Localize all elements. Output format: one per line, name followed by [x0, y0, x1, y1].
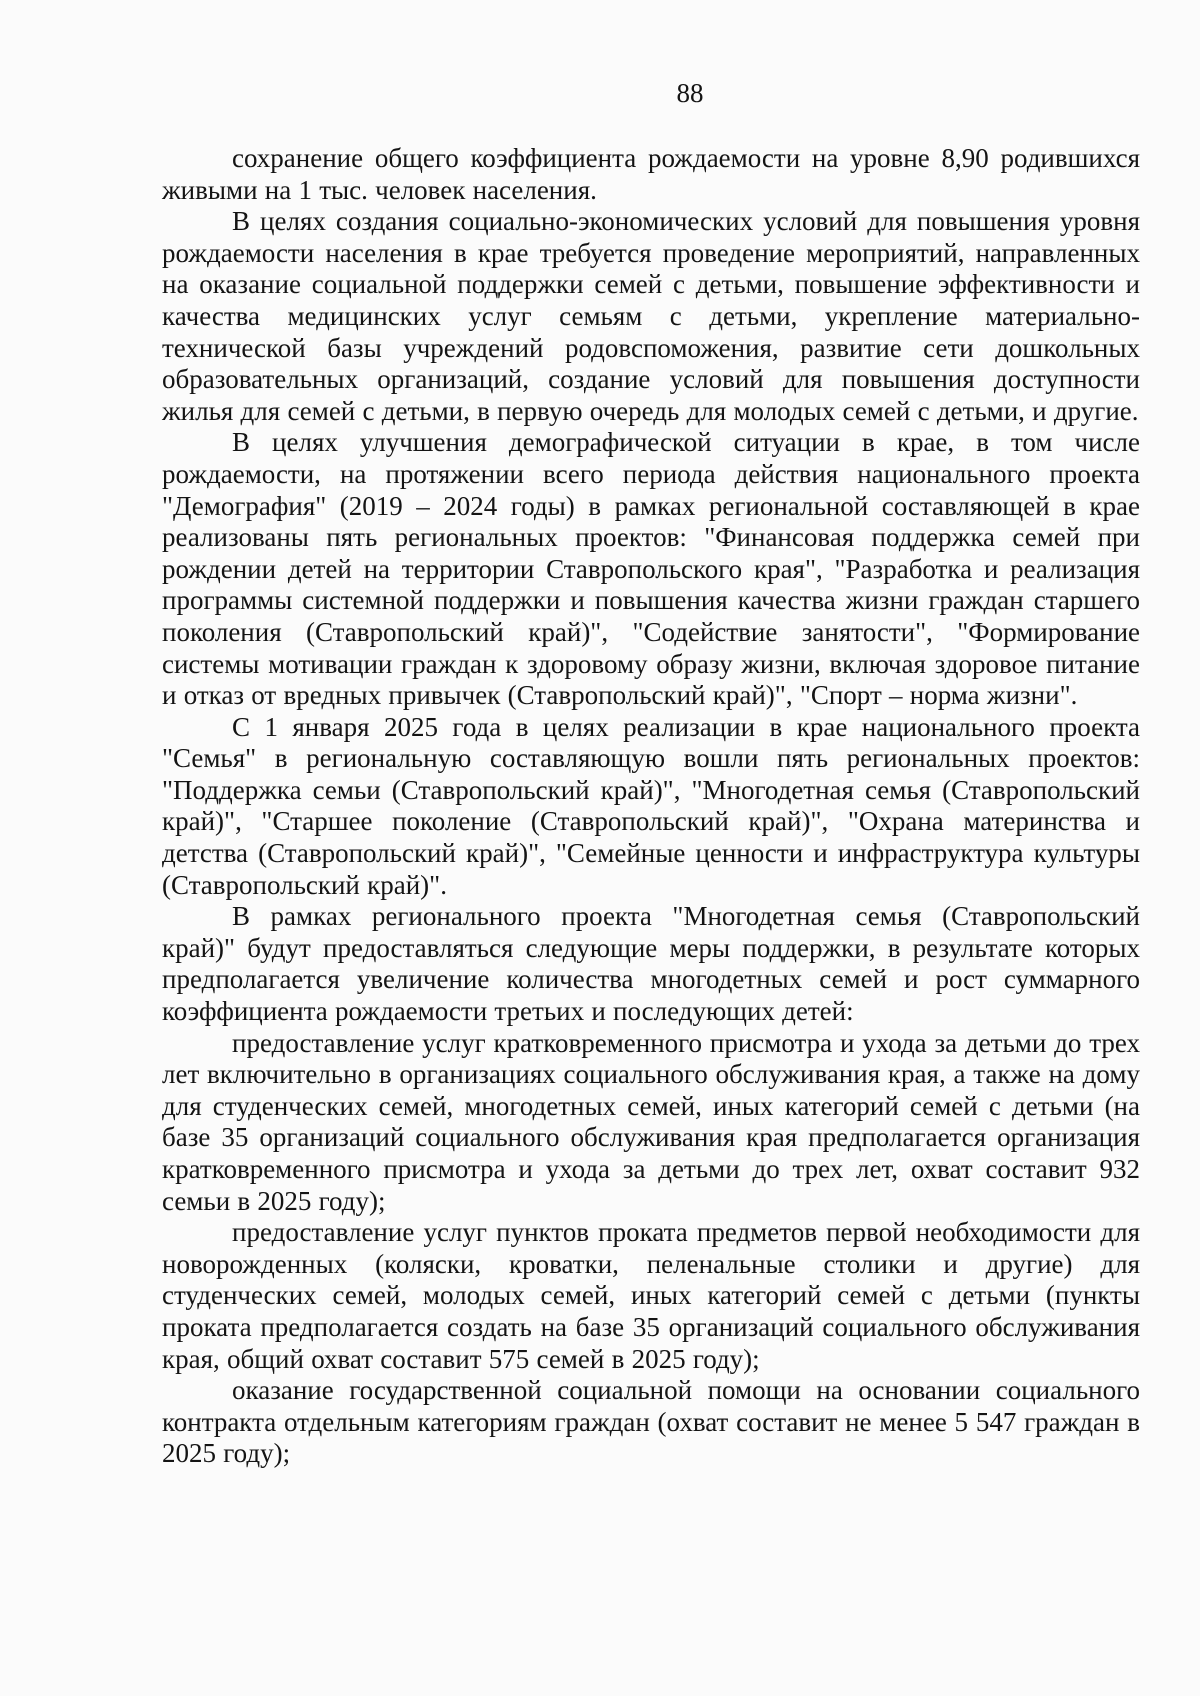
paragraph-birth-rate-target: сохранение общего коэффициента рождаемости на уровне 8,90 родившихся живыми на 1 тыс. человек населения. [162, 143, 1140, 205]
paragraph-childcare-services: предоставление услуг кратковременного присмотра и ухода за детьми до трех лет включительно в организациях социального обслуживания края, а также на дому для студенческих семей, многодетных семей, иных категорий семей с детьми (на базе 35 организаций социального обслуживания края предполагается организация кратковременного присмотра и ухода за детьми до трех лет, охват составит 932 семьи в 2025 году); [162, 1027, 1140, 1216]
document-body [162, 143, 1140, 1470]
paragraph-rental-points: предоставление услуг пунктов проката предметов первой необходимости для новорожденных (коляски, кроватки, пеленальные столики и другие) для студенческих семей, молодых семей, иных категорий семей с детьми (пункты проката предполагается создать на базе 35 организаций социального обслуживания края, общий охват составит 575 семей в 2025 году); [162, 1217, 1140, 1374]
paragraph-family-project: С 1 января 2025 года в целях реализации в крае национального проекта "Семья" в региональную составляющую вошли пять региональных проектов: "Поддержка семьи (Ставропольский край)", "Многодетная семья (Ставропольский край)", "Старшее поколение (Ставропольский край)", "Охрана материнства и детства (Ставропольский край)", "Семейные ценности и инфраструктура культуры (Ставропольский край)". [162, 711, 1140, 900]
paragraph-demography-project: В целях улучшения демографической ситуации в крае, в том числе рождаемости, на протяжении всего периода действия национального проекта "Демография" (2019 – 2024 годы) в рамках региональной составляющей в крае реализованы пять региональных проектов: "Финансовая поддержка семей при рождении детей на территории Ставропольского края", "Разработка и реализация программы системной поддержки и повышения качества жизни граждан старшего поколения (Ставропольский край)", "Содействие занятости", "Формирование системы мотивации граждан к здоровому образу жизни, включая здоровое питание и отказ от вредных привычек (Ставропольский край)", "Спорт – норма жизни". [162, 427, 1140, 711]
paragraph-socio-economic-conditions: В целях создания социально-экономических условий для повышения уровня рождаемости населения в крае требуется проведение мероприятий, направленных на оказание социальной поддержки семей с детьми, повышение эффективности и качества медицинских услуг семьям с детьми, укрепление материально-технической базы учреждений родовспоможения, развитие сети дошкольных образовательных организаций, создание условий для повышения доступности жилья для семей с детьми, в первую очередь для молодых семей с детьми, и другие. [162, 206, 1140, 426]
paragraph-social-contract: оказание государственной социальной помощи на основании социального контракта отдельным категориям граждан (охват составит не менее 5 547 граждан в 2025 году); [162, 1375, 1140, 1469]
page-number: 88 [676, 78, 704, 108]
paragraph-large-family-project: В рамках регионального проекта "Многодетная семья (Ставропольский край)" будут предоставляться следующие меры поддержки, в результате которых предполагается увеличение количества многодетных семей и рост суммарного коэффициента рождаемости третьих и последующих детей: [162, 901, 1140, 1027]
